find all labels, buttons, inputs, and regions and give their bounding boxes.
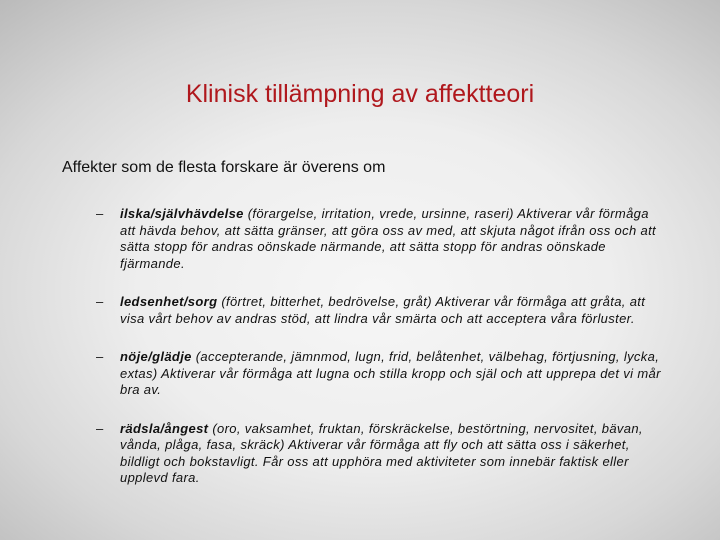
intro-text: Affekter som de flesta forskare är överens om [62, 159, 386, 176]
bullet-dash: – [96, 349, 104, 364]
affect-term: nöje/glädje [120, 349, 192, 364]
affect-term: ilska/självhävdelse [120, 206, 244, 221]
bullet-dash: – [96, 420, 104, 436]
affect-item-anger [96, 206, 664, 272]
affect-item-joy [96, 349, 664, 399]
affect-term: rädsla/ångest [120, 420, 209, 436]
bullet-dash: – [96, 206, 104, 221]
affect-item-fear [96, 421, 664, 487]
bullet-dash: – [96, 294, 104, 309]
affect-description: (accepterande, jämnmod, lugn, frid, belåtenhet, välbehag, förtjusning, lycka, extas) Aktiverar vår förmåga att lugna och stilla kropp och själ och att upprepa det vi mår bra av. [120, 349, 661, 397]
affect-description: (förtret, bitterhet, bedrövelse, gråt) Aktiverar vår förmåga att gråta, att visa vårt behov av andras stöd, att lindra vår smärta och att acceptera våra förluster. [120, 294, 646, 326]
affect-description: (oro, vaksamhet, fruktan, förskräckelse, bestörtning, nervositet, bävan, vånda, plåga, fasa, skräck) Aktiverar vår förmåga att fly och att sätta oss i säkerhet, bildligt och bokstavligt. Får oss att upphöra med aktiviteter som innebär faktisk eller upplevd fara. [120, 420, 643, 485]
affect-description: (förargelse, irritation, vrede, ursinne, raseri) Aktiverar vår förmåga att hävda behov, att sätta gränser, att göra oss av med, att skjuta något ifrån oss och att sätta stopp för andras oönskade närmande, att sätta stopp för andras oönskade fjärmande. [120, 206, 657, 271]
affect-list [96, 206, 664, 509]
affect-item-sadness [96, 294, 664, 327]
slide-title: Klinisk tillämpning av affektteori [185, 80, 535, 108]
affect-term: ledsenhet/sorg [120, 294, 218, 309]
